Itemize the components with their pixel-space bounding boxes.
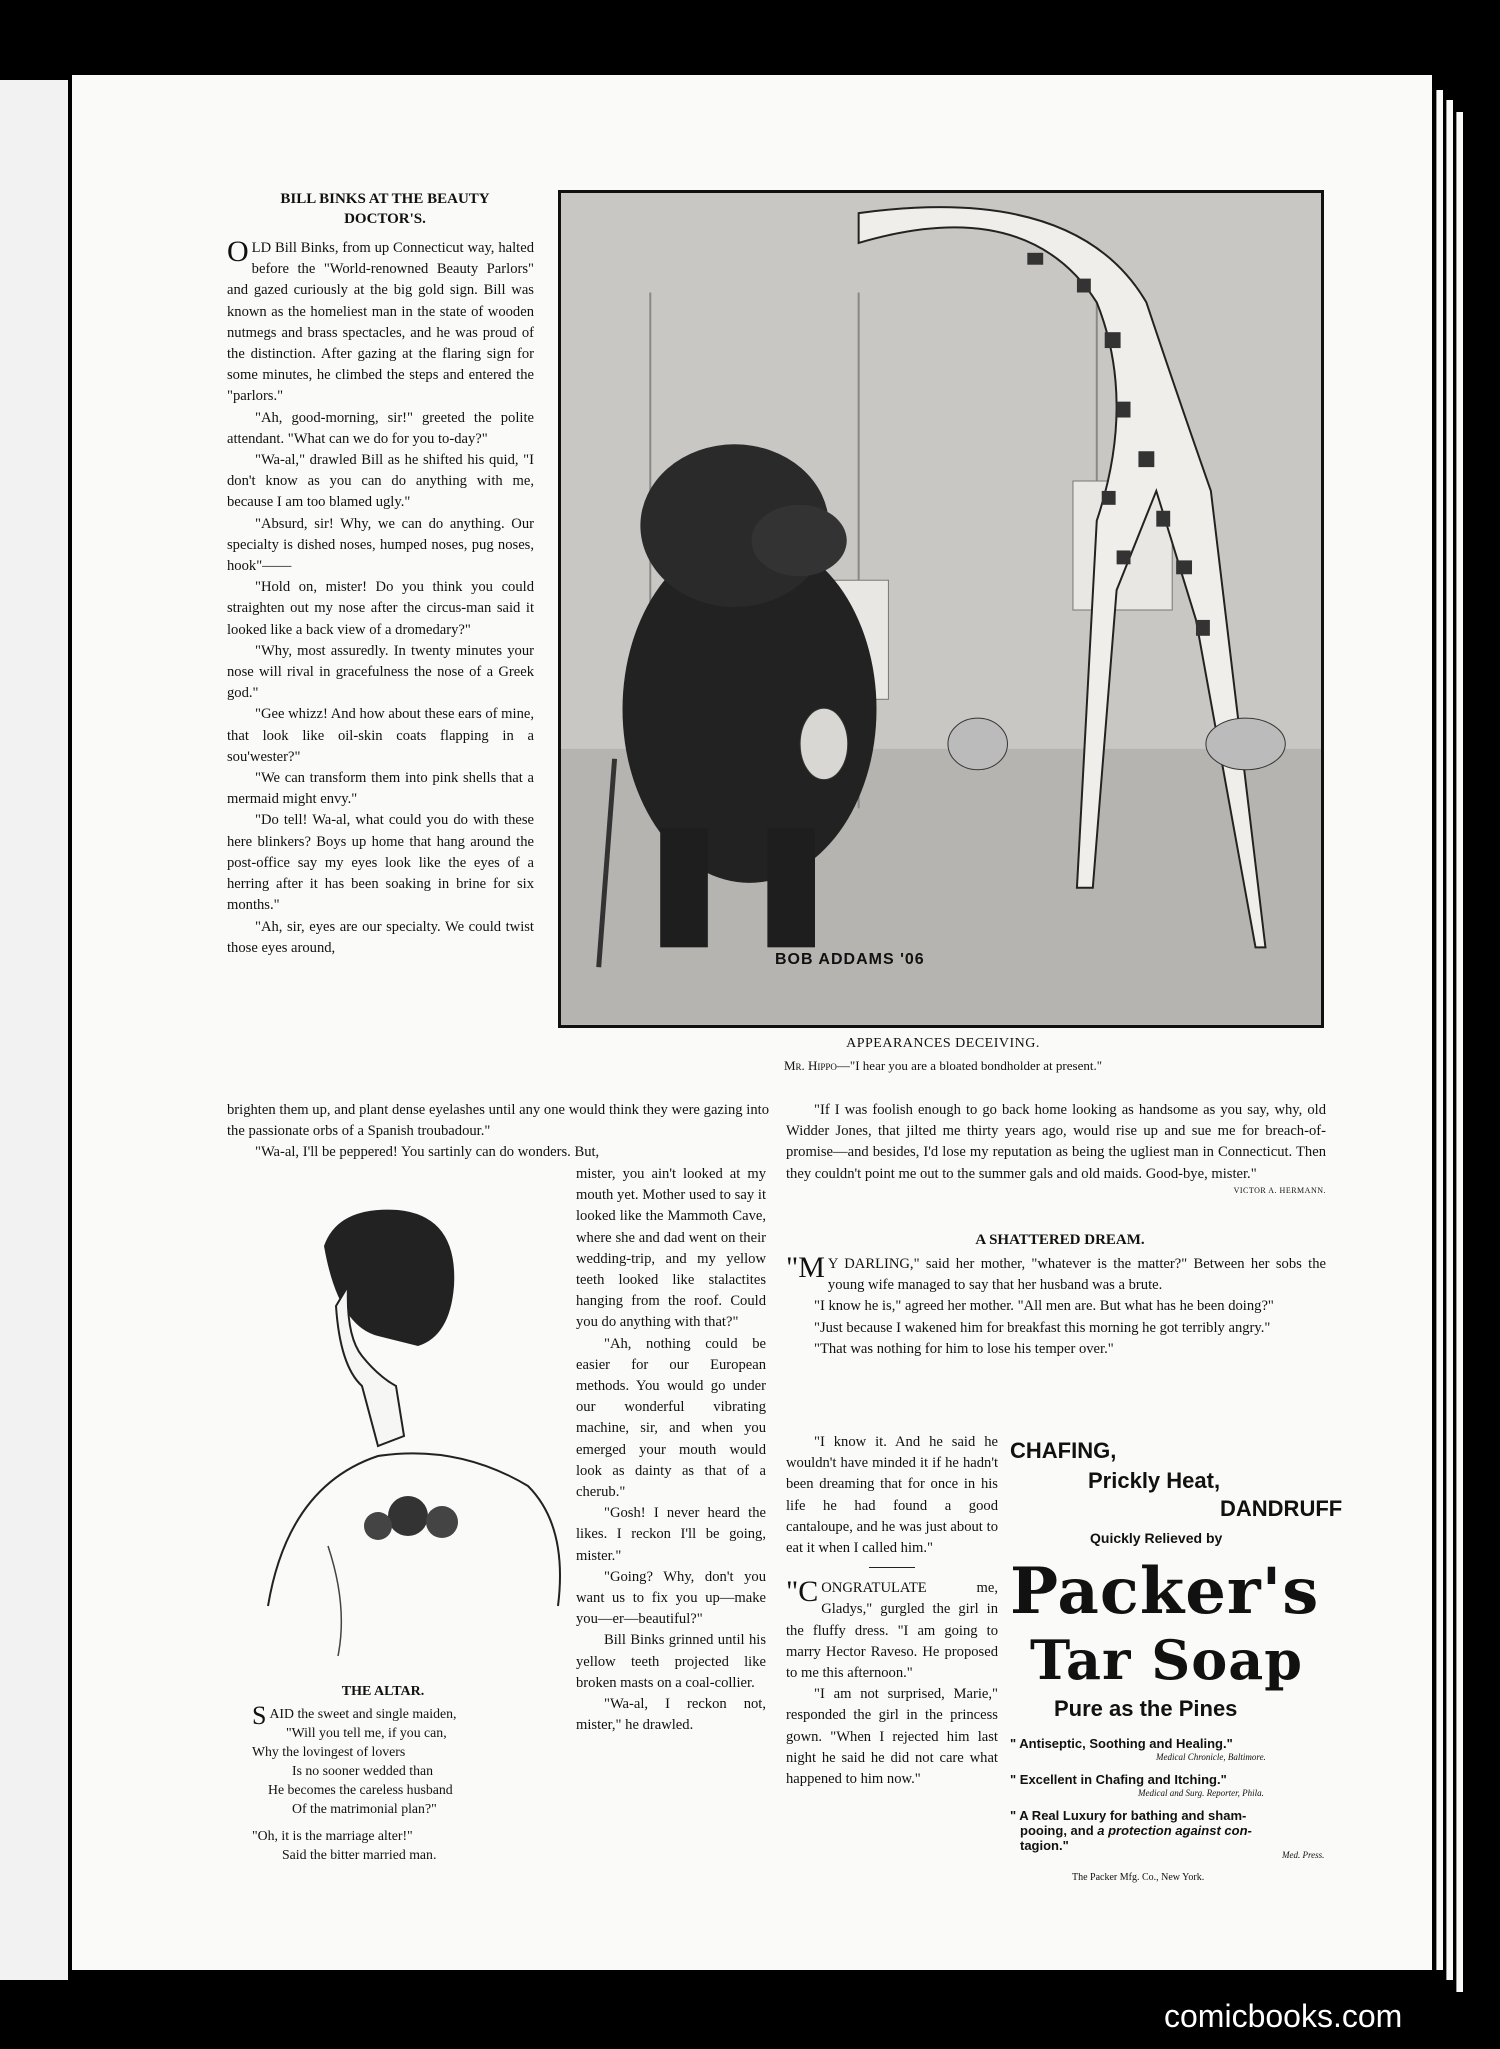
ad-maker: The Packer Mfg. Co., New York. (1072, 1872, 1205, 1883)
paragraph: "Do tell! Wa-al, what could you do with these here blinkers? Boys up home that hang around the post-office say my eyes look like the eyes of a herring after it has been soaking in brine for six months." (227, 812, 534, 914)
lady-portrait-illustration (228, 1186, 576, 1674)
ad-line: CHAFING, (1010, 1438, 1117, 1463)
poem-line: Why the lovingest of lovers (252, 1744, 406, 1759)
paragraph: "Why, most assuredly. In twenty minutes your nose will rival in gracefulness the nose of a Greek god." (227, 642, 534, 702)
poem-line: "Will you tell me, if you can, (286, 1725, 447, 1740)
paragraph: "Wa-al, I'll be peppered! You sartinly can do wonders. But, (255, 1144, 600, 1161)
cartoon-caption (560, 1058, 1326, 1074)
story-column-wide (227, 1100, 769, 1164)
paragraph: "Gosh! I never heard the likes. I reckon I'll be going, mister." (576, 1505, 766, 1564)
previous-page-edge (0, 80, 68, 1980)
poem-line: Of the matrimonial plan?" (292, 1801, 437, 1816)
poem-line: "Oh, it is the marriage alter!" (252, 1828, 413, 1843)
ad-line: DANDRUFF (1220, 1496, 1343, 1521)
story-column-narrow (786, 1432, 998, 1790)
paragraph: "Wa-al, I reckon not, mister," he drawled. (576, 1696, 766, 1734)
paragraph: "Ah, sir, eyes are our specialty. We could twist those eyes around, (227, 918, 534, 956)
story-column (786, 1251, 1326, 1360)
paragraph: brighten them up, and plant dense eyelashes until any one would think they were gazing into the passionate orbs of a Spanish troubadour." (227, 1102, 769, 1140)
caption-speaker: Mr. Hippo— (783, 1058, 850, 1073)
divider (869, 1567, 915, 1568)
poem-line: Is no sooner wedded than (292, 1763, 434, 1778)
woman-portrait-icon (228, 1186, 576, 1674)
story-title: BILL BINKS AT THE BEAUTY DOCTOR'S. (280, 191, 490, 227)
cartoon-illustration (558, 190, 1324, 1028)
ad-quote: " A Real Luxury for bathing and sham- pooing, and a protection against con- tagion." (1010, 1808, 1252, 1853)
cartoon-caption-title: APPEARANCES DECEIVING. (846, 1036, 1040, 1051)
ad-line: Quickly Relieved by (1090, 1530, 1223, 1546)
poem-line: He becomes the careless husband (268, 1782, 453, 1797)
ad-quote: " Excellent in Chafing and Itching." (1010, 1772, 1227, 1787)
story-column-end (786, 1100, 1326, 1197)
story-column (227, 235, 534, 959)
poem-title: THE ALTAR. (341, 1684, 425, 1699)
caption-quote: "I hear you are a bloated bondholder at present." (849, 1058, 1103, 1073)
paragraph: "If I was foolish enough to go back home looking as handsome as you say, why, old Widder Jones, that jilted me thirty years ago, would rise up and sue me for breach-of-promise—and besides, I'd lose my reputation as being the ugliest man in Connecticut. Then they couldn't point me out to the summer gals and old maids. Good-bye, mister." (786, 1102, 1326, 1182)
packers-tar-soap-ad (1006, 1436, 1343, 1896)
page-edge (1436, 90, 1443, 1970)
ad-brand: Packer's (1010, 1554, 1320, 1629)
paragraph: "Wa-al," drawled Bill as he shifted his quid, "I don't know as you can do anything with me, because I am too blamed ugly." (227, 452, 534, 511)
paragraph: "Ah, good-morning, sir!" greeted the polite attendant. "What can we do for you to-day?" (227, 409, 534, 447)
watermark: comicbooks.com (1164, 1998, 1403, 2034)
paragraph: "Absurd, sir! Why, we can do anything. Our specialty is dished noses, humped noses, pug noses, hook"—— (227, 515, 534, 575)
hippo-giraffe-cartoon-icon (561, 193, 1321, 1025)
story-column-narrow (576, 1164, 766, 1736)
story-title: A SHATTERED DREAM. (975, 1232, 1145, 1248)
poem (252, 1701, 542, 1864)
ad-line: Prickly Heat, (1088, 1468, 1221, 1493)
paragraph: "Hold on, mister! Do you think you could straighten out my nose after the circus-man said it looked like a back view of a dromedary?" (227, 579, 534, 638)
paragraph: "I am not surprised, Marie," responded the girl in the princess gown. "When I rejected him last night he said he did not care what happened to him now." (786, 1686, 998, 1788)
poem-line: Said the bitter married man. (282, 1847, 437, 1862)
ad-citation: Medical and Surg. Reporter, Phila. (1138, 1788, 1264, 1798)
paragraph: mister, you ain't looked at my mouth yet. Mother used to say it looked like the Mammoth Cave, where she and dad went on their wedding-trip, and my yellow teeth looked like stalactites hanging from the roof. Could you do anything with that?" (576, 1166, 766, 1331)
ad-quote: " Antiseptic, Soothing and Healing." (1010, 1736, 1233, 1751)
poem-line: SAID the sweet and single maiden, (252, 1701, 457, 1730)
ad-slogan: Pure as the Pines (1054, 1696, 1238, 1721)
ad-citation: Medical Chronicle, Baltimore. (1156, 1752, 1266, 1762)
paragraph: "That was nothing for him to lose his temper over." (814, 1340, 1114, 1357)
paragraph: "We can transform them into pink shells that a mermaid might envy." (227, 770, 534, 808)
paragraph: "Just because I wakened him for breakfast this morning he got terribly angry." (814, 1319, 1271, 1336)
page-edge (1456, 112, 1463, 1992)
page-edge (1446, 100, 1453, 1980)
author-byline: VICTOR A. HERMANN. (1233, 1185, 1326, 1195)
paragraph: "Ah, nothing could be easier for our European methods. You would go under our wonderful vibrating machine, sir, and when you emerged your mouth would look as dainty as that of a cherub." (576, 1335, 766, 1501)
paragraph: "Gee whizz! And how about these ears of mine, that look like oil-skin coats flapping in a sou'wester?" (227, 706, 534, 765)
paragraph: "CONGRATULATE me, Gladys," gurgled the girl in the fluffy dress. "I am going to marry Hector Raveso. He proposed to me this afternoon." (786, 1575, 998, 1682)
paragraph: "I know he is," agreed her mother. "All men are. But what has he been doing?" (814, 1298, 1274, 1315)
ad-citation: Med. Press. (1282, 1850, 1325, 1860)
artist-signature: BOB ADDAMS '06 (775, 951, 925, 968)
paragraph: Bill Binks grinned until his yellow teeth projected like broken masts on a coal-collier. (576, 1632, 766, 1691)
paragraph: "I know it. And he said he wouldn't have minded it if he hadn't been dreaming that for once in his life he had found a good cantaloupe, and he was just about to eat it when I called him." (786, 1434, 998, 1557)
paragraph: "Going? Why, don't you want us to fix you up—make you—er—beautiful?" (576, 1568, 766, 1628)
ad-brand: Tar Soap (1030, 1628, 1304, 1692)
paragraph: OLD Bill Binks, from up Connecticut way, halted before the "World-renowned Beauty Parlors" and gazed curiously at the big gold sign. Bill was known as the homeliest man in the state of wooden nutmegs and brass spectacles, and he was proud of the distinction. After gazing at the flaring sign for some minutes, he climbed the steps and entered the "parlors." (227, 235, 534, 405)
paragraph: "M Y DARLING," said her mother, "whatever is the matter?" Between her sobs the young wife managed to say that her husband was a brute. (786, 1251, 1326, 1294)
